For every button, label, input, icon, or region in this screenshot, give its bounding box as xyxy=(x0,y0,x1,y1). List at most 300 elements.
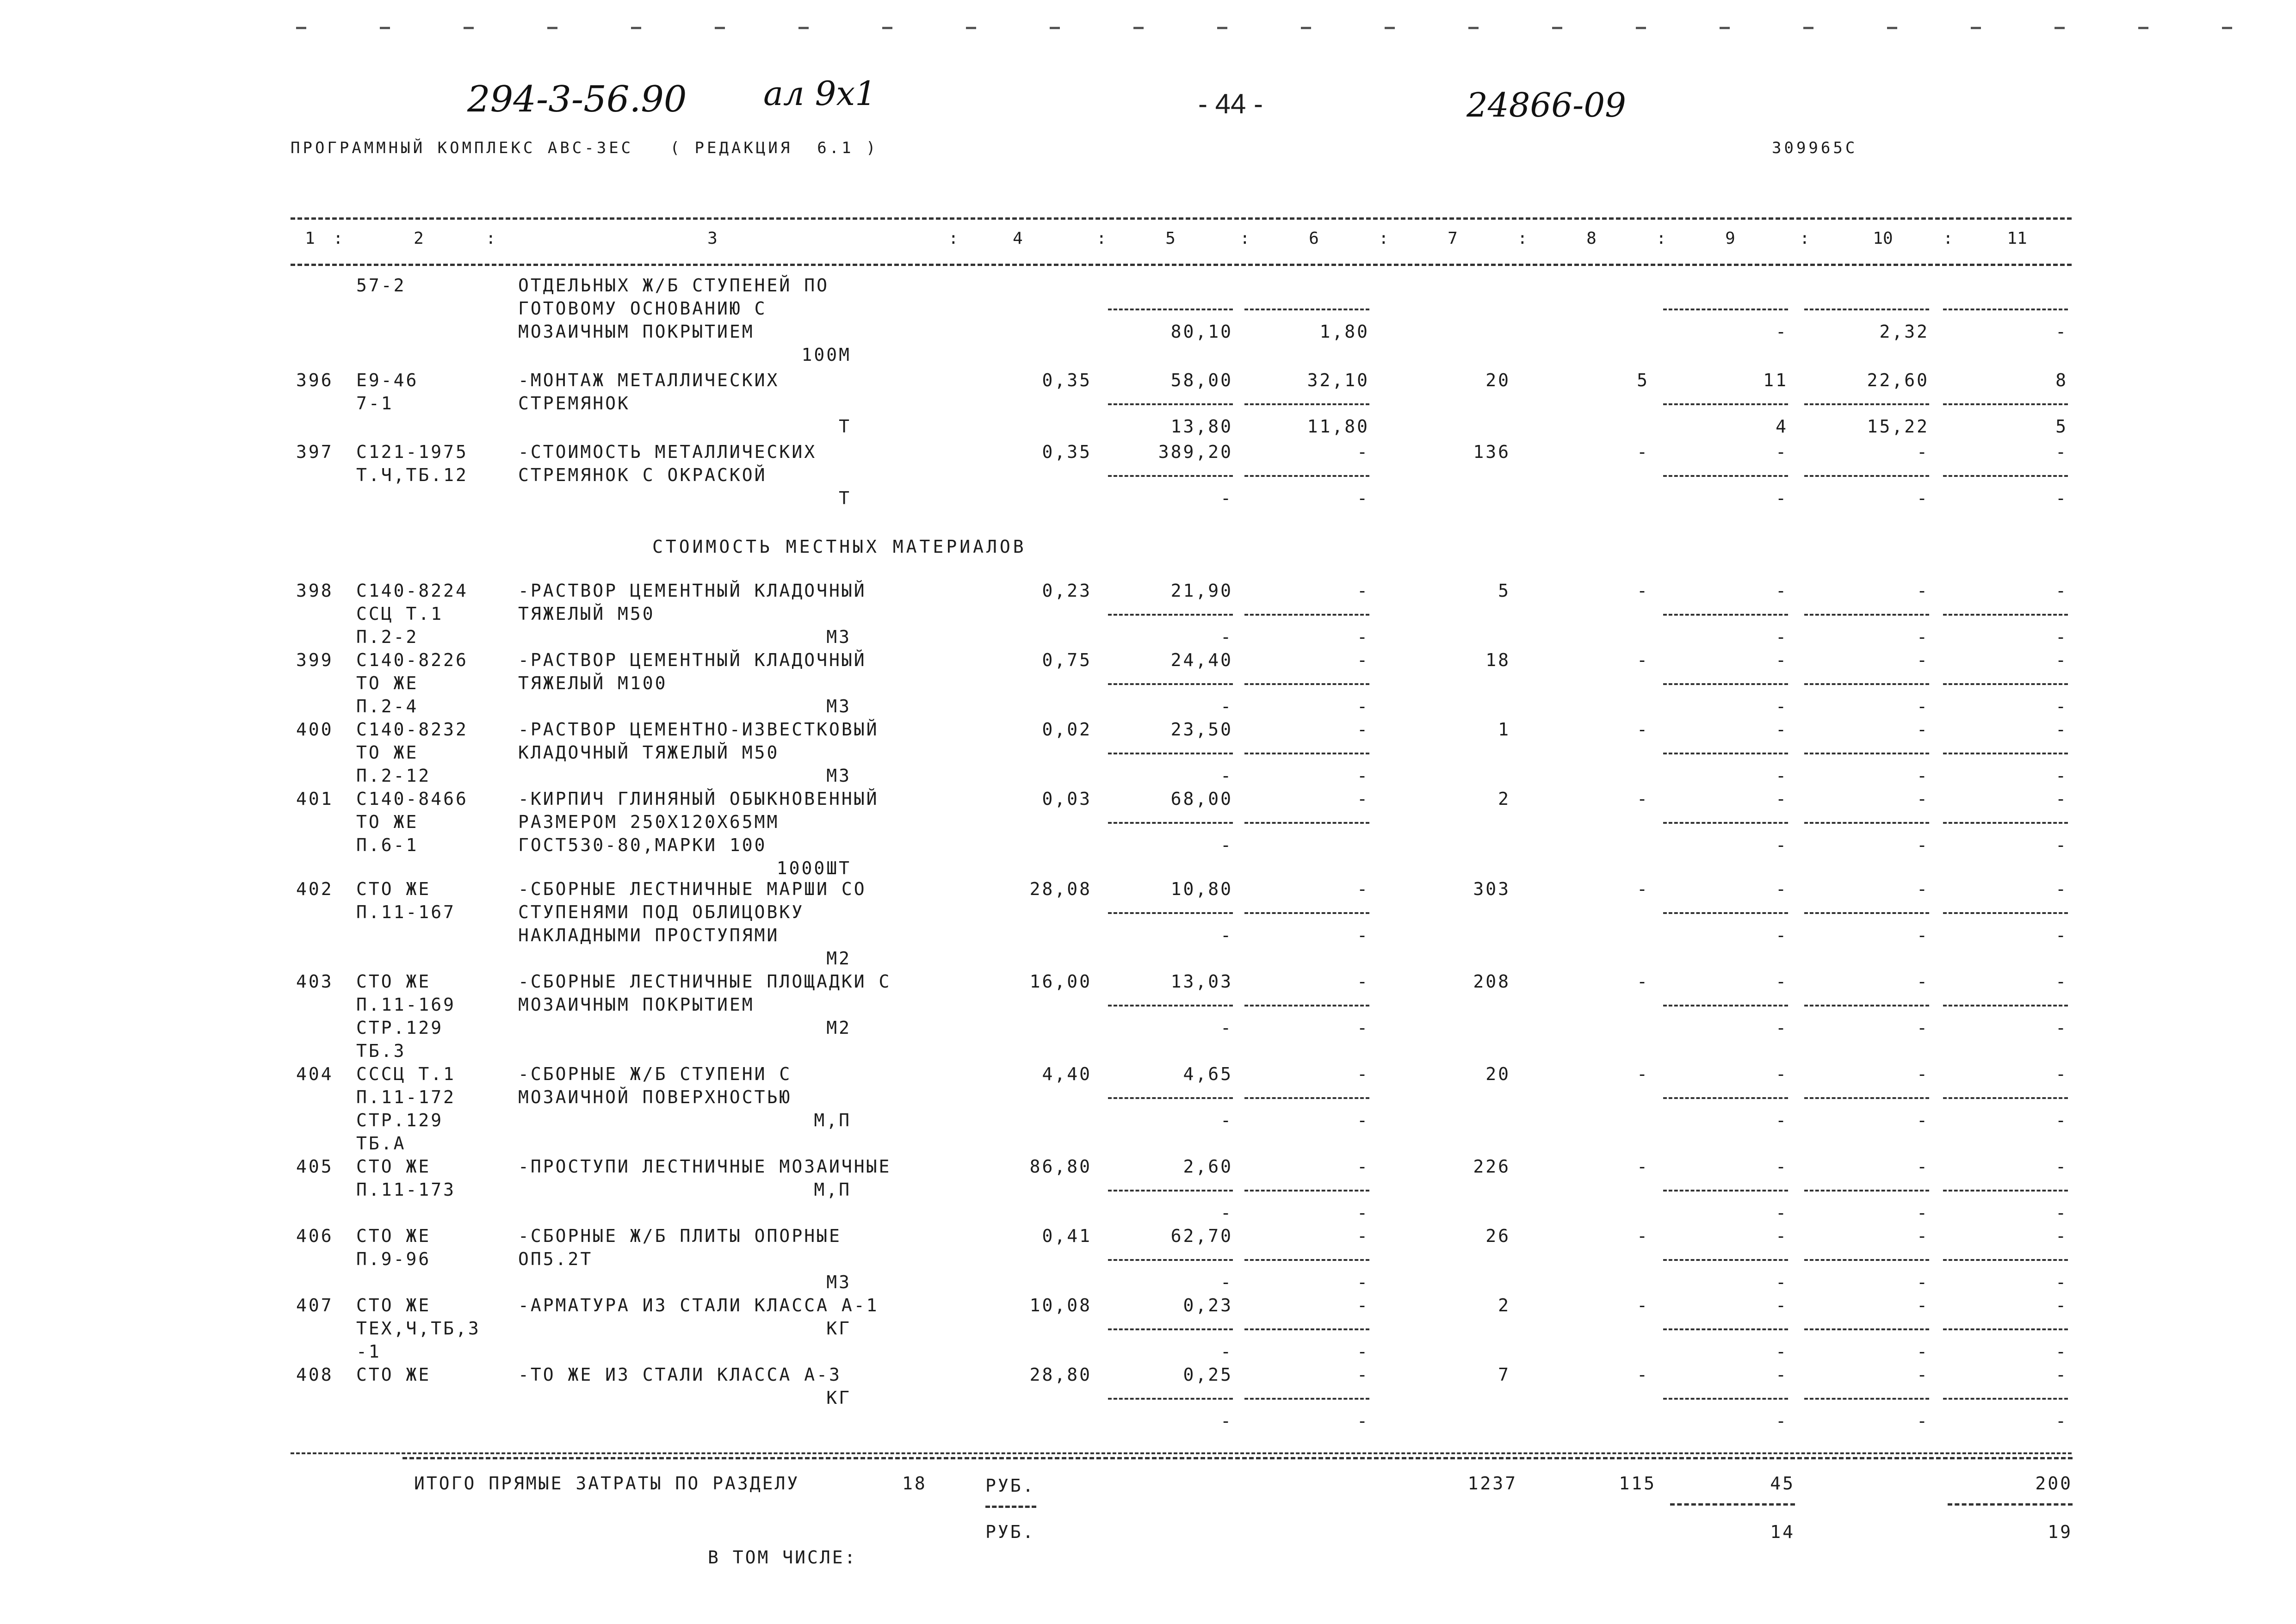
row-code: СТО ЖЕ xyxy=(356,1226,431,1246)
row-col7: 5 xyxy=(1498,580,1510,601)
subtotal-rule xyxy=(1663,1328,1788,1330)
row-col11-b: - xyxy=(2055,1018,2068,1038)
row-code: СССЦ Т.1 xyxy=(356,1064,456,1084)
row-col9: - xyxy=(1776,1226,1788,1246)
column-number: 11 xyxy=(2007,229,2027,248)
column-separator: : xyxy=(948,229,959,248)
row-col5: 68,00 xyxy=(1170,789,1233,809)
row-col6-b: - xyxy=(1357,1110,1369,1130)
subtotal-rule xyxy=(1663,309,1788,310)
subtotal-rule xyxy=(1804,1005,1929,1007)
row-code: П.2-4 xyxy=(356,696,419,716)
row-col7: 136 xyxy=(1473,442,1510,462)
row-col6-b: - xyxy=(1357,766,1369,786)
row-code: СТО ЖЕ xyxy=(356,1156,431,1177)
row-description: МОЗАИЧНЫМ ПОКРЫТИЕМ xyxy=(518,994,755,1015)
row-col5-b: - xyxy=(1220,1272,1233,1292)
subtotal-rule xyxy=(1804,912,1929,914)
row-col10-b: - xyxy=(1917,1203,1929,1223)
row-description: -СБОРНЫЕ Ж/Б ПЛИТЫ ОПОРНЫЕ xyxy=(518,1226,842,1246)
row-number: 399 xyxy=(296,650,334,670)
row-col5: 4,65 xyxy=(1183,1064,1233,1084)
row-col9-b: - xyxy=(1776,925,1788,945)
row-code: ТЕХ,Ч,ТБ,3 xyxy=(356,1318,481,1339)
row-number: 405 xyxy=(296,1156,334,1177)
tick-mark xyxy=(1552,27,1562,29)
row-col6: - xyxy=(1357,1226,1369,1246)
row-col11-b: - xyxy=(2055,1272,2068,1292)
row-col4: 0,41 xyxy=(1042,1226,1092,1246)
row-col8: - xyxy=(1637,1226,1649,1246)
row-unit: М3 xyxy=(826,696,851,716)
row-code: ТБ.3 xyxy=(356,1041,406,1061)
subtotal-rule xyxy=(1804,683,1929,685)
row-code: П.11-169 xyxy=(356,994,456,1015)
row-number: 400 xyxy=(296,719,334,740)
row-col9: - xyxy=(1776,1156,1788,1177)
row-col6: - xyxy=(1357,650,1369,670)
row-col4: 4,40 xyxy=(1042,1064,1092,1084)
tick-mark xyxy=(882,27,892,29)
subtotal-rule xyxy=(1108,822,1233,824)
row-col7: 303 xyxy=(1473,879,1510,899)
row-col11: - xyxy=(2055,789,2068,809)
row-col11: 8 xyxy=(2055,370,2068,390)
row-col11: - xyxy=(2055,1064,2068,1084)
row-unit: 1000ШТ xyxy=(776,858,851,878)
subtotal-rule xyxy=(1244,1328,1369,1330)
album-handwritten: ал 9х1 xyxy=(763,74,876,113)
subtotal-rule xyxy=(1108,753,1233,754)
row-col5-b: - xyxy=(1220,488,1233,508)
row-col8: - xyxy=(1637,1156,1649,1177)
row-code: ТО ЖЕ xyxy=(356,812,419,832)
row-col11-b: - xyxy=(2055,488,2068,508)
row-description: -МОНТАЖ МЕТАЛЛИЧЕСКИХ xyxy=(518,370,780,390)
row-col6-b: - xyxy=(1357,488,1369,508)
row-description: -АРМАТУРА ИЗ СТАЛИ КЛАССА А-1 xyxy=(518,1295,879,1315)
subtotal-rule xyxy=(1108,1398,1233,1400)
subtotal-rule xyxy=(1244,1097,1369,1099)
row-code: СТР.129 xyxy=(356,1018,444,1038)
row-col4: 0,35 xyxy=(1042,370,1092,390)
row-code: ССЦ Т.1 xyxy=(356,604,444,624)
row-col4: 16,00 xyxy=(1029,971,1092,992)
tick-mark xyxy=(2138,27,2148,29)
row-col5: 62,70 xyxy=(1170,1226,1233,1246)
row-col4: 28,08 xyxy=(1029,879,1092,899)
subtotal-rule xyxy=(1663,753,1788,754)
subtotal-rule xyxy=(1943,1005,2068,1007)
row-col11-b: - xyxy=(2055,696,2068,716)
row-col10-b: - xyxy=(1917,766,1929,786)
row-col11-b: - xyxy=(2055,1203,2068,1223)
row-number: 397 xyxy=(296,442,334,462)
subtotal-rule xyxy=(1244,822,1369,824)
row-col9: - xyxy=(1776,650,1788,670)
row-col8: - xyxy=(1637,879,1649,899)
row-col7: 1 xyxy=(1498,719,1510,740)
tick-mark xyxy=(1803,27,1813,29)
subtotal-rule xyxy=(1804,753,1929,754)
subtotal-rule xyxy=(1943,475,2068,477)
row-col8: - xyxy=(1637,1064,1649,1084)
row-unit: М,П xyxy=(814,1179,851,1200)
row-code: С140-8226 xyxy=(356,650,468,670)
subtotal-rule xyxy=(1943,1190,2068,1192)
row-code: П.6-1 xyxy=(356,835,419,855)
tick-mark xyxy=(547,27,557,29)
row-code: СТО ЖЕ xyxy=(356,879,431,899)
row-col10: - xyxy=(1917,650,1929,670)
row-col11: - xyxy=(2055,719,2068,740)
column-number: 10 xyxy=(1873,229,1893,248)
row-number: 398 xyxy=(296,580,334,601)
column-number: 7 xyxy=(1448,229,1458,248)
row-code: -1 xyxy=(356,1341,381,1362)
row-col6-b: 11,80 xyxy=(1307,416,1369,437)
row-col6: - xyxy=(1357,1156,1369,1177)
row-col4: 0,02 xyxy=(1042,719,1092,740)
row-col7: 208 xyxy=(1473,971,1510,992)
subtotal-rule xyxy=(1108,1005,1233,1007)
row-code: П.2-12 xyxy=(356,766,431,786)
row-col6: - xyxy=(1357,1064,1369,1084)
row-description: ОТДЕЛЬНЫХ Ж/Б СТУПЕНЕЙ ПО xyxy=(518,275,829,296)
row-col9-b: - xyxy=(1776,1272,1788,1292)
row-col7: 226 xyxy=(1473,1156,1510,1177)
subtotal-rule xyxy=(1663,1398,1788,1400)
subtotal-rule xyxy=(1244,912,1369,914)
table-bottom-rule xyxy=(291,1452,2072,1454)
row-col9-b: - xyxy=(1776,835,1788,855)
row-description: СТРЕМЯНОК xyxy=(518,393,630,414)
tick-mark xyxy=(798,27,809,29)
row-col7: 26 xyxy=(1485,1226,1510,1246)
row-col8: 5 xyxy=(1637,370,1649,390)
tick-mark xyxy=(1217,27,1227,29)
row-col9: - xyxy=(1776,971,1788,992)
row-col11: - xyxy=(2055,1295,2068,1315)
subtotal-rule xyxy=(1943,1097,2068,1099)
row-col10-b: - xyxy=(1917,1341,1929,1362)
column-separator: : xyxy=(1800,229,1810,248)
column-separator: : xyxy=(1943,229,1953,248)
totals-label: ИТОГО ПРЯМЫЕ ЗАТРАТЫ ПО РАЗДЕЛУ xyxy=(414,1473,800,1494)
row-number: 403 xyxy=(296,971,334,992)
row-col10: 22,60 xyxy=(1867,370,1929,390)
row-col11-b: - xyxy=(2055,766,2068,786)
column-separator: : xyxy=(333,229,343,248)
subtotal-rule xyxy=(1108,614,1233,616)
row-col10-b: - xyxy=(1917,1411,1929,1431)
section-heading: СТОИМОСТЬ МЕСТНЫХ МАТЕРИАЛОВ xyxy=(652,537,1027,557)
subtotal-rule xyxy=(1663,614,1788,616)
row-code: С140-8466 xyxy=(356,789,468,809)
totals-section: 18 xyxy=(902,1473,927,1494)
subtotal-rule xyxy=(1663,912,1788,914)
totals-col7: 1237 xyxy=(1467,1473,1517,1494)
row-col10-b: - xyxy=(1917,835,1929,855)
tick-mark xyxy=(1050,27,1060,29)
row-unit: Т xyxy=(839,416,851,437)
row-unit: М3 xyxy=(826,766,851,786)
row-col10: - xyxy=(1917,580,1929,601)
row-col10: - xyxy=(1917,719,1929,740)
row-col9: - xyxy=(1776,879,1788,899)
totals-col9-b: 14 xyxy=(1770,1522,1795,1542)
row-col11: - xyxy=(2055,650,2068,670)
row-description: -РАСТВОР ЦЕМЕНТНЫЙ КЛАДОЧНЫЙ xyxy=(518,650,866,670)
subtotal-rule xyxy=(1663,403,1788,405)
row-unit: М2 xyxy=(826,1018,851,1038)
subtotal-rule xyxy=(1943,822,2068,824)
row-col11: - xyxy=(2055,1226,2068,1246)
row-col4: 86,80 xyxy=(1029,1156,1092,1177)
row-col10: - xyxy=(1917,879,1929,899)
row-col8: - xyxy=(1637,789,1649,809)
row-col9-b: - xyxy=(1776,766,1788,786)
subtotal-rule xyxy=(1244,1259,1369,1261)
row-col6-b: 1,80 xyxy=(1319,321,1369,342)
row-unit: КГ xyxy=(826,1388,851,1408)
row-code: П.11-167 xyxy=(356,902,456,922)
row-col10: - xyxy=(1917,971,1929,992)
row-col5-b: - xyxy=(1220,1110,1233,1130)
tick-mark xyxy=(2055,27,2065,29)
row-col10-b: - xyxy=(1917,627,1929,647)
row-col5-b: - xyxy=(1220,925,1233,945)
totals-including: В ТОМ ЧИСЛЕ: xyxy=(708,1547,857,1568)
row-col11-b: - xyxy=(2055,1341,2068,1362)
row-col5: 58,00 xyxy=(1170,370,1233,390)
row-col7: 2 xyxy=(1498,1295,1510,1315)
column-number: 9 xyxy=(1725,229,1735,248)
row-col10: - xyxy=(1917,1365,1929,1385)
totals-col8: 115 xyxy=(1619,1473,1656,1494)
column-number: 5 xyxy=(1165,229,1176,248)
column-number: 1 xyxy=(305,229,315,248)
tick-mark xyxy=(1887,27,1897,29)
totals-col9: 45 xyxy=(1770,1473,1795,1494)
row-col9: - xyxy=(1776,442,1788,462)
row-col9: - xyxy=(1776,719,1788,740)
row-unit: М3 xyxy=(826,627,851,647)
tick-mark xyxy=(715,27,725,29)
subtotal-rule xyxy=(1943,753,2068,754)
row-number: 408 xyxy=(296,1365,334,1385)
row-col10-b: - xyxy=(1917,696,1929,716)
subtotal-rule xyxy=(1663,1005,1788,1007)
row-unit: 100М xyxy=(801,345,851,365)
subtotal-rule xyxy=(1663,822,1788,824)
row-description: -СБОРНЫЕ ЛЕСТНИЧНЫЕ МАРШИ СО xyxy=(518,879,866,899)
row-col6-b: - xyxy=(1357,1018,1369,1038)
row-code: С140-8232 xyxy=(356,719,468,740)
row-number: 404 xyxy=(296,1064,334,1084)
subtotal-rule xyxy=(1804,309,1929,310)
row-col7: 7 xyxy=(1498,1365,1510,1385)
column-number: 8 xyxy=(1586,229,1597,248)
row-col8: - xyxy=(1637,580,1649,601)
row-col6: - xyxy=(1357,719,1369,740)
row-col5-b: - xyxy=(1220,766,1233,786)
subtotal-rule xyxy=(1804,475,1929,477)
row-number: 406 xyxy=(296,1226,334,1246)
row-col10-b: 15,22 xyxy=(1867,416,1929,437)
subtotal-rule xyxy=(1663,1259,1788,1261)
subtotal-rule xyxy=(1804,403,1929,405)
subtotal-rule xyxy=(1943,1398,2068,1400)
row-col10-b: - xyxy=(1917,488,1929,508)
subtotal-rule xyxy=(1108,1097,1233,1099)
row-code: Е9-46 xyxy=(356,370,419,390)
project-code-handwritten: 294-3-56.90 xyxy=(467,79,687,120)
row-code: СТО ЖЕ xyxy=(356,1295,431,1315)
subtotal-rule xyxy=(1804,822,1929,824)
totals-unit: РУБ. xyxy=(985,1476,1035,1496)
column-separator: : xyxy=(486,229,496,248)
row-col8: - xyxy=(1637,650,1649,670)
tick-mark xyxy=(1301,27,1311,29)
subtotal-rule xyxy=(1108,683,1233,685)
row-col4: 10,08 xyxy=(1029,1295,1092,1315)
row-col11: - xyxy=(2055,1156,2068,1177)
column-number: 2 xyxy=(414,229,424,248)
row-col5: 0,23 xyxy=(1183,1295,1233,1315)
row-number: 407 xyxy=(296,1295,334,1315)
row-description: -КИРПИЧ ГЛИНЯНЫЙ ОБЫКНОВЕННЫЙ xyxy=(518,789,879,809)
column-number: 6 xyxy=(1309,229,1319,248)
column-separator: : xyxy=(1096,229,1107,248)
row-col7: 20 xyxy=(1485,1064,1510,1084)
row-col6: - xyxy=(1357,789,1369,809)
subtotal-rule xyxy=(1244,1005,1369,1007)
row-col4: 0,03 xyxy=(1042,789,1092,809)
tick-mark xyxy=(1636,27,1646,29)
row-col9: - xyxy=(1776,1365,1788,1385)
row-code: 57-2 xyxy=(356,275,406,296)
row-col7: 20 xyxy=(1485,370,1510,390)
row-col8: - xyxy=(1637,1365,1649,1385)
row-col9: - xyxy=(1776,1295,1788,1315)
subtotal-rule xyxy=(1804,1259,1929,1261)
row-col10: - xyxy=(1917,442,1929,462)
row-code: Т.Ч,ТБ.12 xyxy=(356,465,468,485)
row-col10-b: - xyxy=(1917,1272,1929,1292)
subtotal-rule xyxy=(1804,1398,1929,1400)
subtotal-rule xyxy=(1244,683,1369,685)
totals-col9-rule xyxy=(1670,1503,1795,1506)
tick-mark xyxy=(1133,27,1144,29)
row-col10: - xyxy=(1917,1226,1929,1246)
row-col4: 0,35 xyxy=(1042,442,1092,462)
row-code: ТБ.А xyxy=(356,1133,406,1154)
row-description: НАКЛАДНЫМИ ПРОСТУПЯМИ xyxy=(518,925,780,945)
column-number: 4 xyxy=(1013,229,1023,248)
tick-mark xyxy=(1971,27,1981,29)
row-description: ГОТОВОМУ ОСНОВАНИЮ С xyxy=(518,298,767,319)
row-col5-b: - xyxy=(1220,1018,1233,1038)
program-header: ПРОГРАММНЫЙ КОМПЛЕКС АВС-3ЕС ( РЕДАКЦИЯ 6.1 ) xyxy=(291,139,879,157)
row-col9-b: - xyxy=(1776,1203,1788,1223)
row-col4: 28,80 xyxy=(1029,1365,1092,1385)
row-number: 396 xyxy=(296,370,334,390)
row-col5: 24,40 xyxy=(1170,650,1233,670)
row-col6-b: - xyxy=(1357,627,1369,647)
row-number: 401 xyxy=(296,789,334,809)
row-col9: - xyxy=(1776,580,1788,601)
row-col5-b: 13,80 xyxy=(1170,416,1233,437)
row-col11: - xyxy=(2055,879,2068,899)
tick-mark xyxy=(464,27,474,29)
row-col10-b: - xyxy=(1917,925,1929,945)
tick-mark xyxy=(966,27,976,29)
subtotal-rule xyxy=(1244,403,1369,405)
row-col6: - xyxy=(1357,442,1369,462)
row-col9: - xyxy=(1776,1064,1788,1084)
row-col5: 2,60 xyxy=(1183,1156,1233,1177)
subtotal-rule xyxy=(1244,1398,1369,1400)
row-col5: 0,25 xyxy=(1183,1365,1233,1385)
column-number: 3 xyxy=(707,229,718,248)
doc-number-handwritten: 24866-09 xyxy=(1467,86,1626,124)
row-col6-b: - xyxy=(1357,1272,1369,1292)
row-col10: - xyxy=(1917,1295,1929,1315)
row-description: -ТО ЖЕ ИЗ СТАЛИ КЛАССА А-3 xyxy=(518,1365,842,1385)
subtotal-rule xyxy=(1244,309,1369,310)
row-col9-b: 4 xyxy=(1776,416,1788,437)
row-code: П.11-172 xyxy=(356,1087,456,1107)
row-number: 402 xyxy=(296,879,334,899)
header-rule-bottom xyxy=(291,264,2072,266)
row-col11-b: 5 xyxy=(2055,416,2068,437)
row-col6-b: - xyxy=(1357,1341,1369,1362)
row-description: -СТОИМОСТЬ МЕТАЛЛИЧЕСКИХ xyxy=(518,442,817,462)
totals-col11-rule xyxy=(1948,1503,2073,1506)
row-col7: 18 xyxy=(1485,650,1510,670)
row-col4: 0,23 xyxy=(1042,580,1092,601)
subtotal-rule xyxy=(1244,614,1369,616)
tick-mark xyxy=(380,27,390,29)
row-unit: КГ xyxy=(826,1318,851,1339)
row-col9-b: - xyxy=(1776,1341,1788,1362)
subtotal-rule xyxy=(1108,309,1233,310)
row-col5-b: - xyxy=(1220,1341,1233,1362)
subtotal-rule xyxy=(1108,1190,1233,1192)
row-col5: 10,80 xyxy=(1170,879,1233,899)
row-unit: М2 xyxy=(826,948,851,969)
subtotal-rule xyxy=(1943,403,2068,405)
subtotal-rule xyxy=(1804,1190,1929,1192)
subtotal-rule xyxy=(1943,683,2068,685)
row-description: -СБОРНЫЕ Ж/Б СТУПЕНИ С xyxy=(518,1064,792,1084)
tick-mark xyxy=(1385,27,1395,29)
row-description: -ПРОСТУПИ ЛЕСТНИЧНЫЕ МОЗАИЧНЫЕ xyxy=(518,1156,891,1177)
row-col11: - xyxy=(2055,580,2068,601)
row-col9-b: - xyxy=(1776,1018,1788,1038)
subtotal-rule xyxy=(1108,912,1233,914)
row-description: СТРЕМЯНОК С ОКРАСКОЙ xyxy=(518,465,767,485)
row-col10-b: 2,32 xyxy=(1879,321,1929,342)
row-col8: - xyxy=(1637,719,1649,740)
row-col11: - xyxy=(2055,1365,2068,1385)
row-col8: - xyxy=(1637,442,1649,462)
row-col6: - xyxy=(1357,580,1369,601)
row-description: ТЯЖЕЛЫЙ М50 xyxy=(518,604,655,624)
row-col5-b: - xyxy=(1220,1411,1233,1431)
row-col9: 11 xyxy=(1763,370,1788,390)
